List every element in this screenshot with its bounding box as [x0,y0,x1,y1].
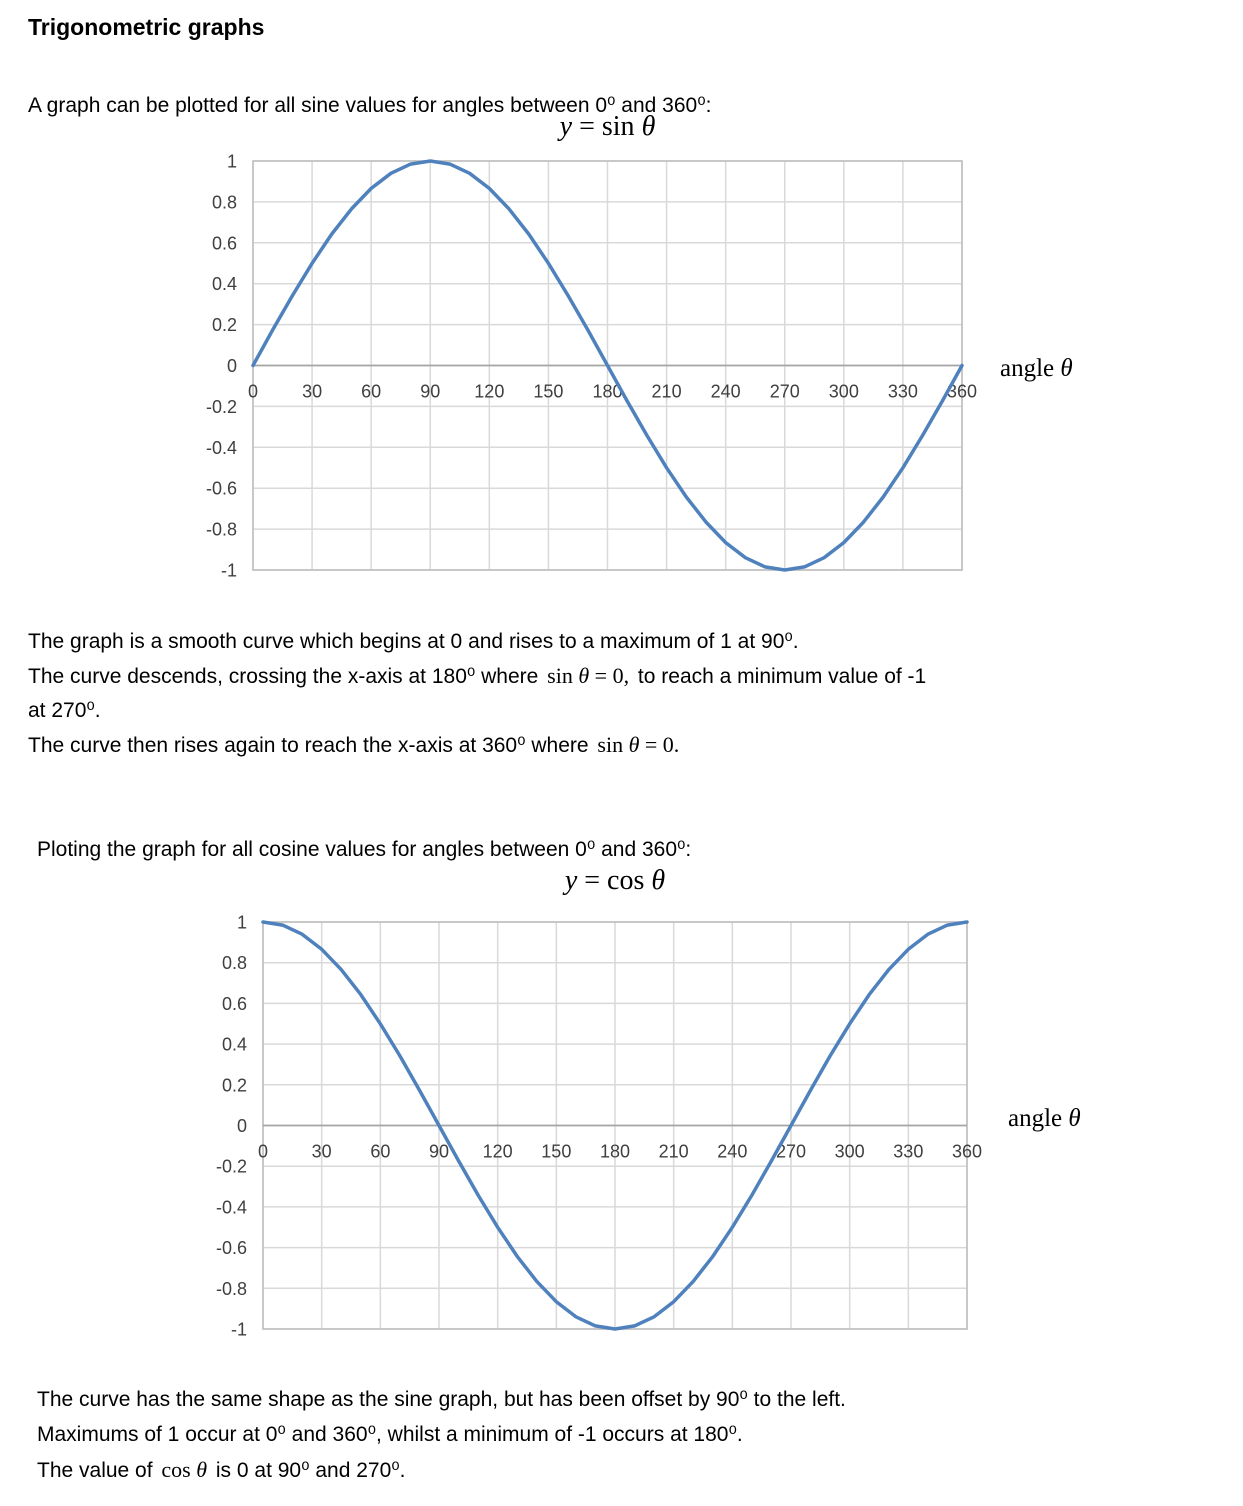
x-tick-label: 210 [658,1141,689,1162]
x-tick-label: 270 [769,381,800,402]
x-tick-label: 30 [311,1141,332,1162]
cosine-x-axis-label: angle θ [1008,1105,1081,1132]
y-tick-label: 0.8 [221,953,247,974]
x-tick-label: 30 [302,381,323,402]
y-tick-label: -1 [220,560,237,581]
x-tick-label: 240 [717,1141,748,1162]
sine-notes [28,625,926,763]
x-tick-label: 60 [370,1141,391,1162]
y-tick-label: -0.6 [205,478,237,499]
x-tick-label: 150 [533,381,564,402]
x-tick-label: 180 [592,381,623,402]
x-tick-label: 120 [474,381,505,402]
cosine-notes [37,1382,846,1488]
y-tick-label: 0.6 [221,993,247,1014]
x-tick-label: 60 [361,381,382,402]
cosine-chart-title: y = cos θ [564,865,666,896]
x-tick-label: 300 [828,381,859,402]
text-line: The value of cos θ is 0 at 90⁰ and 270⁰. [37,1457,406,1482]
y-tick-label: 0.2 [211,315,237,336]
sine-intro-text: A graph can be plotted for all sine values for angles between 0⁰ and 360⁰: [28,94,712,117]
x-tick-label: 330 [887,381,918,402]
x-tick-label: 180 [599,1141,631,1162]
inline-math: sin θ = 0, [547,663,630,688]
page-title: Trigonometric graphs [28,14,265,40]
x-tick-label: 210 [651,381,682,402]
y-tick-label: -0.2 [205,396,237,417]
text-line: The curve then rises again to reach the x-axis at 360⁰ where sin θ = 0. [28,728,926,763]
y-tick-label: 0.6 [211,233,237,254]
y-tick-label: -0.8 [215,1278,247,1299]
x-tick-label: 0 [257,1141,269,1162]
y-tick-label: -0.8 [205,519,237,540]
x-tick-label: 90 [420,381,441,402]
x-tick-label: 270 [775,1141,807,1162]
y-tick-label: 0.4 [221,1034,247,1055]
x-tick-label: 300 [834,1141,865,1162]
x-tick-label: 90 [428,1141,450,1162]
y-tick-label: 1 [236,912,247,933]
sine-chart-title: y = sin θ [559,111,656,142]
y-tick-label: -0.4 [215,1197,247,1218]
text-line: Maximums of 1 occur at 0⁰ and 360⁰, whilst a minimum of -1 occurs at 180⁰. [37,1423,743,1446]
x-tick-label: 360 [946,381,978,402]
text-line: The curve has the same shape as the sine graph, but has been offset by 90⁰ to the left. [37,1388,846,1411]
inline-math: sin θ = 0. [597,732,680,757]
y-tick-label: -0.4 [205,437,237,458]
inline-math: cos θ [161,1457,208,1482]
y-tick-label: -0.6 [215,1238,247,1259]
y-tick-label: 0.2 [221,1075,247,1096]
y-tick-label: 0 [226,356,237,376]
y-tick-label: 0.8 [211,192,237,213]
x-tick-label: 360 [951,1141,983,1162]
text-line: The graph is a smooth curve which begins at 0 and rises to a maximum of 1 at 90⁰. [28,630,799,653]
sine-x-axis-label: angle θ [1000,355,1073,382]
text-line: at 270⁰. [28,699,101,722]
x-tick-label: 150 [541,1141,572,1162]
y-tick-label: 0 [236,1116,247,1136]
x-tick-label: 120 [482,1141,513,1162]
y-tick-label: -1 [230,1319,247,1340]
sine-chart [190,110,1130,610]
cosine-intro-text: Ploting the graph for all cosine values for angles between 0⁰ and 360⁰: [37,838,692,861]
text-line: The curve descends, crossing the x-axis at 180⁰ where sin θ = 0, to reach a minimum value of -1 [28,663,927,688]
cosine-chart [190,870,1130,1370]
x-tick-label: 240 [710,381,741,402]
x-tick-label: 330 [893,1141,924,1162]
y-tick-label: -0.2 [215,1156,247,1177]
y-tick-label: 0.4 [211,274,237,295]
y-tick-label: 1 [226,151,237,172]
x-tick-label: 0 [247,381,259,402]
